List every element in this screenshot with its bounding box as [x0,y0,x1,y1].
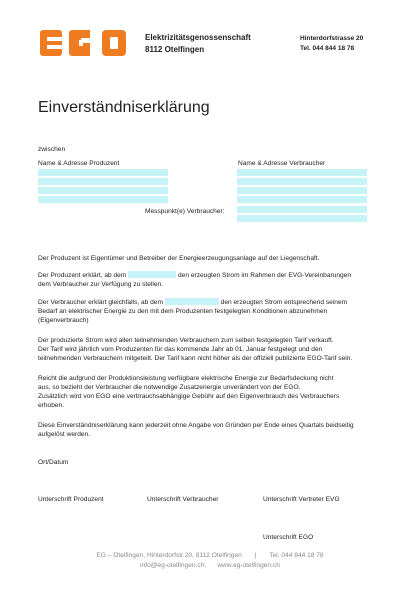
consumer-address-field-2[interactable] [237,187,367,194]
p3-text-b: den erzeugten Strom entsprechend seinem [220,299,348,306]
producer-name-field[interactable] [38,169,168,176]
p3-text-a: Der Verbraucher erklärt gleichfalls, ab dem [38,299,163,306]
ego-logo [40,30,126,56]
organisation-name [145,32,251,56]
footer-line-1 [0,551,420,560]
paragraph-producer-declaration [38,271,390,289]
consumer-address-field-1[interactable] [237,178,367,185]
meter-field-1[interactable] [237,206,367,213]
p5-text-c: Zusätzlich wird von EGO eine verbrauchsabhängige Gebühr auf den Eigenverbrauch des Verbrauchers [38,393,340,400]
p3-text-c: Bedarf an elektrischer Energie zu den mit dem Produzenten festgelegten Konditionen abzunehmen [38,308,328,315]
paragraph-ownership-text: Der Produzent ist Eigentümer und Betreiber der Energieerzeugungsanlage auf der Liegenschaft. [38,255,320,262]
header-address [300,34,363,54]
footer-separator: | [254,552,257,559]
p2-text-a: Der Produzent erklärt, ab dem [38,272,127,279]
producer-label: Name & Adresse Produzent [38,160,120,167]
p2-text-c: dem Verbraucher zur Verfügung zu stellen. [38,281,163,288]
document-title: Einverständniserklärung [38,99,210,116]
footer-phone: Tel. 044 844 18 78 [269,552,324,559]
p4-text-b: Der Tarif wird jährlich vom Produzenten für das kommende Jahr ab 01. Januar festgelegt und den [38,346,323,353]
producer-address-field-3[interactable] [38,196,168,203]
signature-evg-label: Unterschrift Vertreter EVG [263,496,340,503]
p5-text-a: Reicht die aufgrund der Produktionsleistung verfügbare elektrische Energie zur Bedarfsdeckung nicht [38,375,334,382]
address-street: Hinterdorfstrasse 20 [300,35,364,42]
paragraph-ownership [38,254,390,263]
meter-label: Messpunkt(e) Verbraucher: [145,208,225,215]
producer-start-date-field[interactable] [128,271,176,278]
footer-email[interactable]: info@eg-otelfingen.ch, [140,562,207,569]
p6-text-a: Diese Einverständniserklärung kann jederzeit ohne Angabe von Gründen per Ende eines Quartals beidseitig [38,422,354,429]
p5-text-d: erhoben. [38,402,65,409]
footer-line-2 [0,561,420,570]
paragraph-additional-energy [38,374,390,410]
footer-address: EG – Otelfingen, Hinterdorfstr.20, 8112 Otelfingen [96,552,242,559]
producer-address-field-2[interactable] [38,187,168,194]
consumer-label: Name & Adresse Verbraucher [238,160,326,167]
signature-consumer-label: Unterschrift Verbraucher [147,496,219,503]
place-date-label: Ort/Datum [38,459,69,466]
p4-text-a: Der produzierte Strom wird allen teilnehmenden Verbrauchern zum selben festgelegten Tarif verkauft. [38,337,334,344]
consumer-start-date-field[interactable] [165,298,219,305]
org-line-1: Elektrizitätsgenossenschaft [145,33,251,42]
p5-text-b: aus, so bezieht der Verbraucher die notwendige Zusatzenergie unverändert von der EGO. [38,384,301,391]
between-label: zwischen [38,146,66,153]
consumer-address-field-3[interactable] [237,196,367,203]
paragraph-tariff [38,336,390,363]
org-line-2: 8112 Otelfingen [145,45,205,54]
footer-website[interactable]: www.eg-otelfingen.ch [217,562,280,569]
address-phone: Tel. 044 844 18 78 [300,45,355,52]
p4-text-c: teilnehmenden Verbrauchern mitgeteilt. Der Tarif kann nicht höher als der offiziell publizierte EGO-Tarif sein. [38,355,353,362]
meter-field-2[interactable] [237,215,367,222]
p2-text-b: den erzeugten Strom im Rahmen der EVG-Vereinbarungen [178,272,352,279]
signature-producer-label: Unterschrift Produzent [38,496,104,503]
p3-text-d: (Eigenverbrauch) [38,317,89,324]
producer-address-field-1[interactable] [38,178,168,185]
paragraph-termination [38,421,390,439]
paragraph-consumer-declaration [38,298,390,325]
consumer-name-field[interactable] [237,169,367,176]
p6-text-b: aufgelöst werden. [38,431,91,438]
signature-ego-label: Unterschrift EGO [263,534,314,541]
